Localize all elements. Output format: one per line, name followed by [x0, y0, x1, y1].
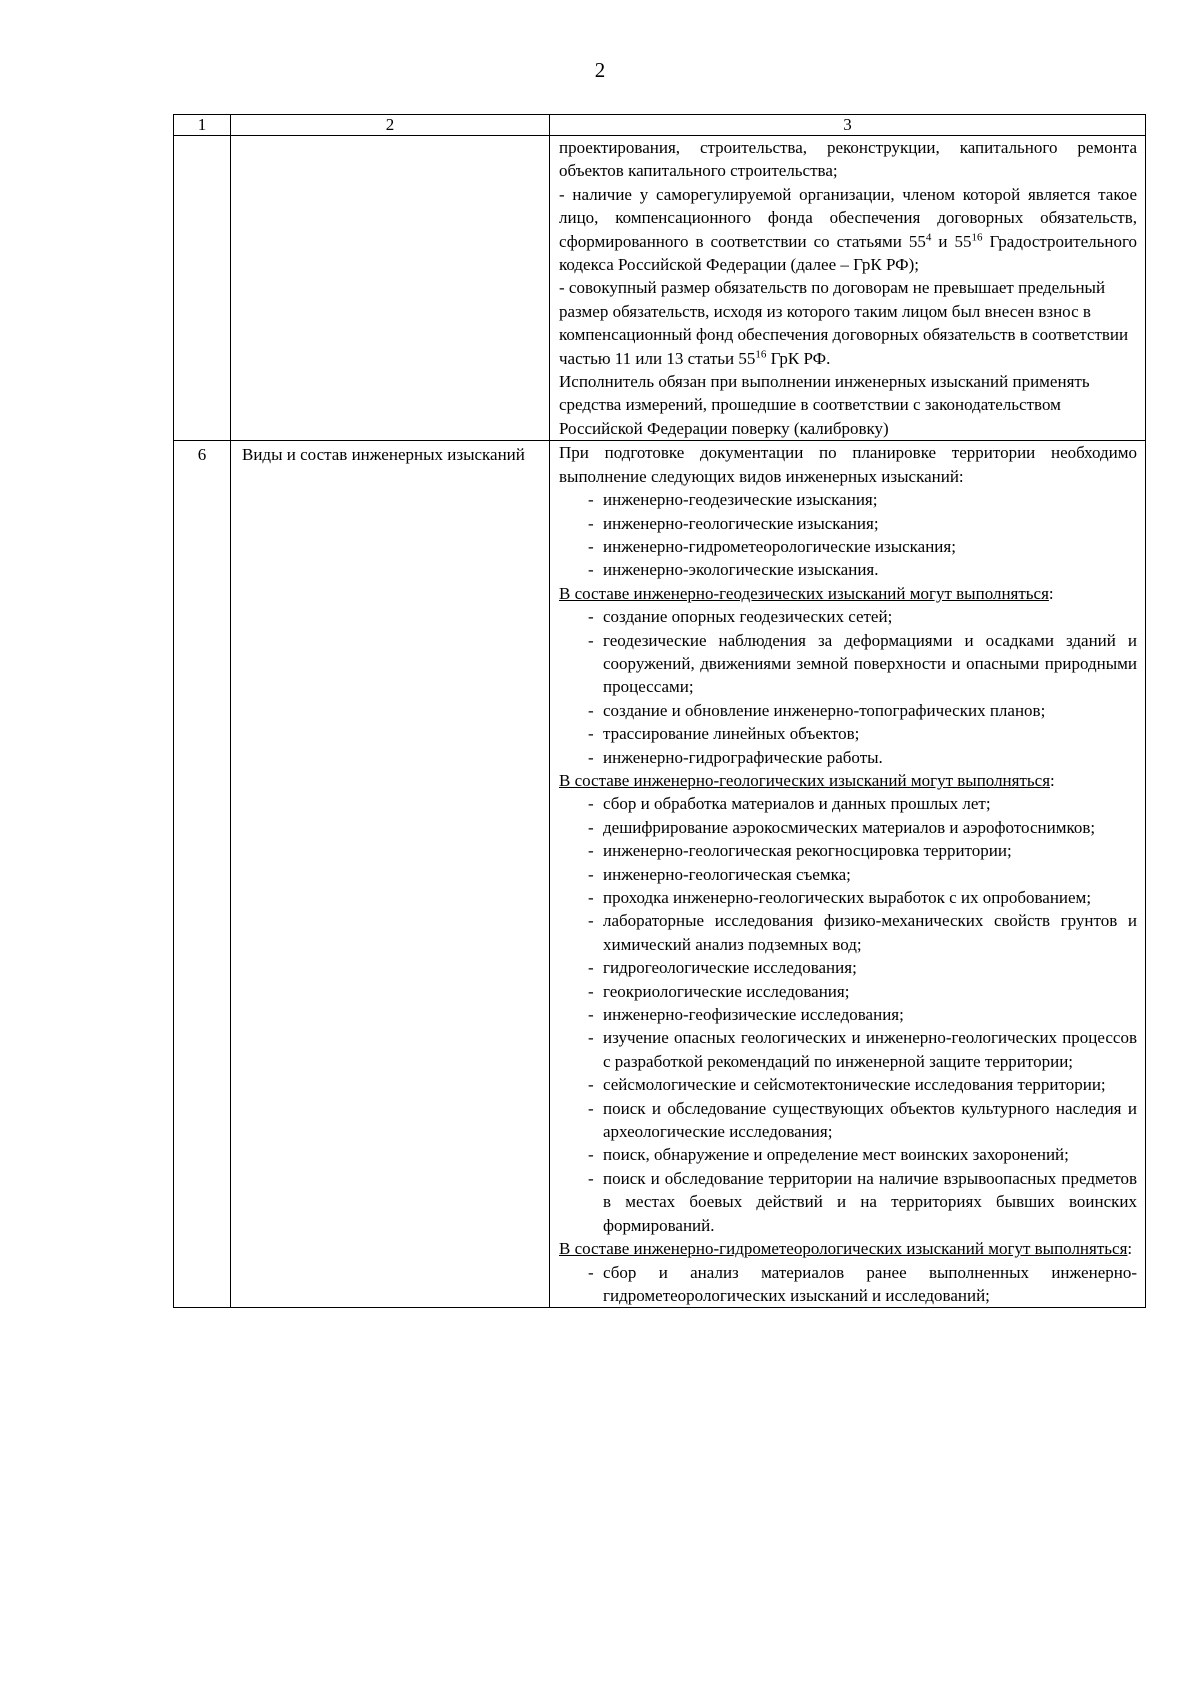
row-number: 6	[174, 441, 231, 1308]
list-item: - сбор и анализ материалов ранее выполненных инженерно-гидрометеорологических изысканий и исследований;	[559, 1261, 1137, 1308]
list-item: - геодезические наблюдения за деформациями и осадками зданий и сооружений, движениями земной поверхности и опасными природными процессами;	[559, 629, 1137, 699]
requirements-table	[173, 114, 1146, 1308]
text: и 55	[931, 231, 972, 251]
row-name: Виды и состав инженерных изысканий	[231, 441, 550, 1308]
list-item: - поиск и обследование территории на наличие взрывоопасных предметов в местах боевых действий и на территориях бывших воинских формирований.	[559, 1167, 1137, 1237]
colon: :	[1127, 1239, 1133, 1259]
list-item: - инженерно-геологические изыскания;	[559, 512, 1137, 535]
column-number-3: 3	[550, 115, 1146, 136]
list-item: - поиск, обнаружение и определение мест воинских захоронений;	[559, 1143, 1137, 1166]
list-item: - инженерно-геологическая рекогносцировка территории;	[559, 839, 1137, 862]
continued-row-name-cell	[231, 136, 550, 441]
continued-row-number-cell	[174, 136, 231, 441]
list-item: - инженерно-экологические изыскания.	[559, 558, 1137, 581]
hydromet-heading: В составе инженерно-гидрометеорологических изысканий могут выполняться	[559, 1239, 1128, 1259]
table-header-row	[174, 115, 1146, 136]
list-item: - инженерно-геодезические изыскания;	[559, 488, 1137, 511]
colon: :	[1048, 583, 1054, 603]
list-item: - инженерно-геофизические исследования;	[559, 1003, 1137, 1026]
section-heading	[559, 582, 1137, 605]
list-item: - дешифрирование аэрокосмических материалов и аэрофотоснимков;	[559, 816, 1137, 839]
column-number-1: 1	[174, 115, 231, 136]
superscript: 4	[925, 230, 932, 243]
list-item: - лабораторные исследования физико-механических свойств грунтов и химический анализ подземных вод;	[559, 909, 1137, 956]
list-item: - инженерно-геологическая съемка;	[559, 863, 1137, 886]
list-item: - создание опорных геодезических сетей;	[559, 605, 1137, 628]
row-6	[174, 441, 1146, 1308]
list-item: - изучение опасных геологических и инженерно-геологических процессов с разработкой рекомендаций по инженерной защите территории;	[559, 1026, 1137, 1073]
text: - совокупный размер обязательств по договорам не превышает предельный размер обязательств, исходя из которого таким лицом был внесен взнос в компенсационный фонд обеспечения договорных обязательств в соответствии частью 11 или 13 статьи 55	[559, 278, 1129, 368]
geologic-heading: В составе инженерно-геологических изысканий могут выполняться	[559, 770, 1051, 790]
paragraph: Исполнитель обязан при выполнении инженерных изысканий применять средства измерений, прошедшие в соответствии с законодательством Российской Федерации поверку (калибровку)	[559, 372, 1090, 438]
list-item: - проходка инженерно-геологических выработок с их опробованием;	[559, 886, 1137, 909]
page-number: 2	[594, 58, 606, 82]
section-heading	[559, 1237, 1137, 1260]
superscript: 16	[971, 230, 983, 243]
continued-row	[174, 136, 1146, 441]
list-item: - создание и обновление инженерно-топографических планов;	[559, 699, 1137, 722]
list-item: - геокриологические исследования;	[559, 980, 1137, 1003]
paragraph: проектирования, строительства, реконструкции, капитального ремонта объектов капитального строительства;	[559, 138, 1137, 181]
list-item: - трассирование линейных объектов;	[559, 722, 1137, 745]
list-item: - поиск и обследование существующих объектов культурного наследия и археологические исследования;	[559, 1097, 1137, 1144]
list-item: - сбор и обработка материалов и данных прошлых лет;	[559, 792, 1137, 815]
paragraph	[559, 276, 1137, 370]
geodesic-heading: В составе инженерно-геодезических изысканий могут выполняться	[559, 583, 1049, 603]
text: ГрК РФ.	[766, 348, 831, 368]
text: - наличие у саморегулируемой организации, членом которой является такое лицо, компенсационного фонда обеспечения договорных обязательств, сформированного в соответствии со статьями 55	[559, 184, 1137, 251]
list-item: - инженерно-гидрометеорологические изыскания;	[559, 535, 1137, 558]
list-item: - гидрогеологические исследования;	[559, 956, 1137, 979]
column-number-2: 2	[231, 115, 550, 136]
continued-row-content	[550, 136, 1146, 441]
colon: :	[1050, 770, 1055, 790]
superscript: 16	[755, 348, 767, 360]
list-item: - сейсмологические и сейсмотектонические исследования территории;	[559, 1073, 1137, 1096]
row-6-content	[550, 441, 1146, 1308]
list-item: - инженерно-гидрографические работы.	[559, 746, 1137, 769]
section-heading	[559, 769, 1137, 792]
text: Градостроительного кодекса Российской Федерации (далее – ГрК РФ);	[559, 231, 1137, 275]
paragraph	[559, 183, 1137, 277]
intro-paragraph: При подготовке документации по планировке территории необходимо выполнение следующих видов инженерных изысканий:	[559, 443, 1137, 486]
